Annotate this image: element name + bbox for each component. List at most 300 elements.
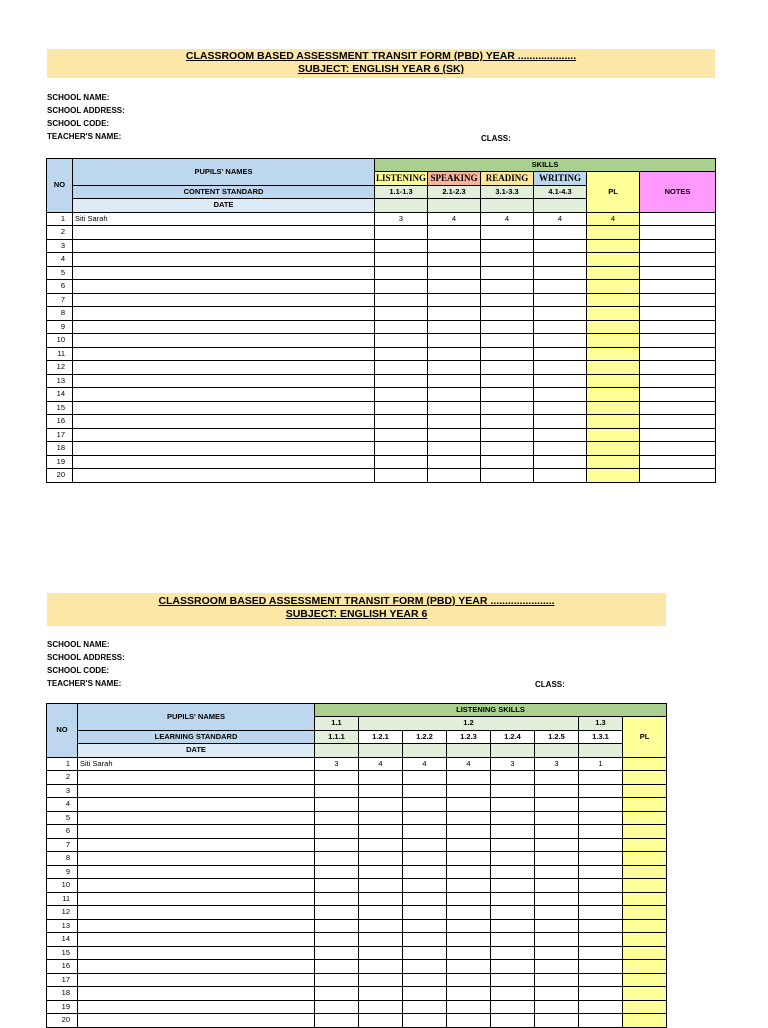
score-cell[interactable] (375, 374, 428, 388)
score-cell[interactable] (579, 892, 623, 906)
pupil-name-cell[interactable] (73, 280, 375, 294)
score-cell[interactable] (491, 1000, 535, 1014)
score-cell[interactable] (428, 347, 481, 361)
score-cell[interactable] (579, 811, 623, 825)
pl-cell[interactable] (623, 892, 667, 906)
pupil-name-cell[interactable] (78, 1014, 315, 1028)
score-cell[interactable] (535, 798, 579, 812)
score-cell[interactable]: 4 (403, 757, 447, 771)
score-cell[interactable] (375, 334, 428, 348)
score-cell[interactable] (447, 852, 491, 866)
date-cell[interactable] (447, 744, 491, 758)
score-cell[interactable] (375, 320, 428, 334)
pl-cell[interactable] (587, 401, 640, 415)
score-cell[interactable] (579, 879, 623, 893)
score-cell[interactable] (428, 442, 481, 456)
score-cell[interactable] (579, 852, 623, 866)
pl-cell[interactable] (623, 1000, 667, 1014)
score-cell[interactable]: 1 (579, 757, 623, 771)
score-cell[interactable] (535, 892, 579, 906)
score-cell[interactable] (447, 892, 491, 906)
score-cell[interactable] (491, 987, 535, 1001)
score-cell[interactable] (315, 906, 359, 920)
score-cell[interactable] (481, 307, 534, 321)
score-cell[interactable] (375, 428, 428, 442)
notes-cell[interactable] (640, 374, 716, 388)
score-cell[interactable] (491, 865, 535, 879)
score-cell[interactable] (579, 946, 623, 960)
date-cell[interactable] (481, 199, 534, 213)
score-cell[interactable] (375, 455, 428, 469)
pl-cell[interactable] (623, 933, 667, 947)
score-cell[interactable] (315, 838, 359, 852)
score-cell[interactable] (535, 919, 579, 933)
score-cell[interactable] (359, 960, 403, 974)
pupil-name-cell[interactable] (73, 266, 375, 280)
score-cell[interactable] (428, 320, 481, 334)
score-cell[interactable] (534, 374, 587, 388)
score-cell[interactable] (491, 838, 535, 852)
score-cell[interactable] (447, 798, 491, 812)
score-cell[interactable] (375, 253, 428, 267)
pupil-name-cell[interactable] (73, 401, 375, 415)
score-cell[interactable] (447, 811, 491, 825)
score-cell[interactable] (447, 838, 491, 852)
score-cell[interactable] (403, 798, 447, 812)
score-cell[interactable] (359, 811, 403, 825)
score-cell[interactable] (403, 1000, 447, 1014)
pupil-name-cell[interactable] (73, 469, 375, 483)
pl-cell[interactable] (587, 374, 640, 388)
score-cell[interactable] (491, 933, 535, 947)
score-cell[interactable] (534, 415, 587, 429)
score-cell[interactable]: 4 (428, 212, 481, 226)
score-cell[interactable] (447, 1000, 491, 1014)
score-cell[interactable]: 4 (359, 757, 403, 771)
score-cell[interactable] (315, 852, 359, 866)
date-cell[interactable] (315, 744, 359, 758)
pl-cell[interactable] (623, 973, 667, 987)
score-cell[interactable] (447, 1014, 491, 1028)
notes-cell[interactable] (640, 266, 716, 280)
score-cell[interactable] (535, 987, 579, 1001)
score-cell[interactable] (535, 879, 579, 893)
score-cell[interactable] (428, 388, 481, 402)
score-cell[interactable] (315, 1014, 359, 1028)
pl-cell[interactable] (623, 784, 667, 798)
score-cell[interactable] (403, 973, 447, 987)
score-cell[interactable] (447, 933, 491, 947)
score-cell[interactable] (579, 973, 623, 987)
notes-cell[interactable] (640, 401, 716, 415)
pupil-name-cell[interactable] (78, 892, 315, 906)
score-cell[interactable] (403, 946, 447, 960)
score-cell[interactable] (481, 226, 534, 240)
pl-cell[interactable] (623, 919, 667, 933)
score-cell[interactable] (579, 987, 623, 1001)
score-cell[interactable] (534, 401, 587, 415)
score-cell[interactable] (447, 771, 491, 785)
score-cell[interactable] (447, 865, 491, 879)
pl-cell[interactable] (623, 987, 667, 1001)
pupil-name-cell[interactable] (73, 388, 375, 402)
score-cell[interactable] (535, 1014, 579, 1028)
score-cell[interactable]: 4 (534, 212, 587, 226)
score-cell[interactable] (481, 455, 534, 469)
score-cell[interactable] (428, 401, 481, 415)
score-cell[interactable] (359, 771, 403, 785)
pl-cell[interactable] (623, 1014, 667, 1028)
notes-cell[interactable] (640, 334, 716, 348)
score-cell[interactable] (315, 879, 359, 893)
score-cell[interactable]: 4 (447, 757, 491, 771)
notes-cell[interactable] (640, 307, 716, 321)
pupil-name-cell[interactable] (73, 239, 375, 253)
score-cell[interactable] (481, 239, 534, 253)
score-cell[interactable] (315, 865, 359, 879)
score-cell[interactable] (447, 946, 491, 960)
score-cell[interactable] (359, 852, 403, 866)
score-cell[interactable] (535, 852, 579, 866)
score-cell[interactable] (375, 280, 428, 294)
score-cell[interactable] (481, 334, 534, 348)
score-cell[interactable] (375, 239, 428, 253)
notes-cell[interactable] (640, 415, 716, 429)
score-cell[interactable] (447, 960, 491, 974)
score-cell[interactable] (375, 401, 428, 415)
pl-cell[interactable] (623, 960, 667, 974)
notes-cell[interactable] (640, 455, 716, 469)
score-cell[interactable] (481, 442, 534, 456)
pupil-name-cell[interactable] (78, 852, 315, 866)
notes-cell[interactable] (640, 428, 716, 442)
date-cell[interactable] (491, 744, 535, 758)
score-cell[interactable] (491, 784, 535, 798)
score-cell[interactable]: 3 (375, 212, 428, 226)
score-cell[interactable] (491, 973, 535, 987)
pl-cell[interactable] (587, 469, 640, 483)
pl-cell[interactable] (587, 428, 640, 442)
score-cell[interactable] (375, 307, 428, 321)
score-cell[interactable] (447, 825, 491, 839)
score-cell[interactable] (359, 838, 403, 852)
score-cell[interactable] (491, 892, 535, 906)
score-cell[interactable] (359, 973, 403, 987)
score-cell[interactable] (481, 469, 534, 483)
score-cell[interactable] (428, 280, 481, 294)
score-cell[interactable]: 3 (315, 757, 359, 771)
score-cell[interactable] (403, 906, 447, 920)
score-cell[interactable] (481, 320, 534, 334)
notes-cell[interactable] (640, 212, 716, 226)
score-cell[interactable] (579, 865, 623, 879)
pl-cell[interactable] (587, 239, 640, 253)
pupil-name-cell[interactable] (78, 825, 315, 839)
score-cell[interactable] (315, 798, 359, 812)
pupil-name-cell[interactable] (73, 361, 375, 375)
pupil-name-cell[interactable] (73, 442, 375, 456)
date-cell[interactable] (403, 744, 447, 758)
score-cell[interactable] (534, 253, 587, 267)
pupil-name-cell[interactable] (73, 374, 375, 388)
score-cell[interactable]: 3 (535, 757, 579, 771)
score-cell[interactable] (579, 838, 623, 852)
score-cell[interactable] (359, 933, 403, 947)
notes-cell[interactable] (640, 293, 716, 307)
pupil-name-cell[interactable] (78, 838, 315, 852)
pupil-name-cell[interactable] (78, 933, 315, 947)
score-cell[interactable] (428, 253, 481, 267)
date-cell[interactable] (428, 199, 481, 213)
score-cell[interactable] (579, 798, 623, 812)
score-cell[interactable] (534, 442, 587, 456)
score-cell[interactable] (315, 825, 359, 839)
score-cell[interactable]: 3 (491, 757, 535, 771)
notes-cell[interactable] (640, 347, 716, 361)
score-cell[interactable] (375, 469, 428, 483)
score-cell[interactable] (534, 320, 587, 334)
score-cell[interactable] (535, 960, 579, 974)
pupil-name-cell[interactable] (78, 879, 315, 893)
score-cell[interactable] (481, 347, 534, 361)
score-cell[interactable] (315, 987, 359, 1001)
score-cell[interactable] (428, 334, 481, 348)
score-cell[interactable] (491, 919, 535, 933)
score-cell[interactable] (428, 361, 481, 375)
pl-cell[interactable] (623, 771, 667, 785)
score-cell[interactable] (447, 784, 491, 798)
score-cell[interactable] (375, 226, 428, 240)
date-cell[interactable] (579, 744, 623, 758)
score-cell[interactable] (579, 1014, 623, 1028)
score-cell[interactable] (481, 428, 534, 442)
score-cell[interactable] (491, 825, 535, 839)
score-cell[interactable] (535, 784, 579, 798)
score-cell[interactable] (535, 973, 579, 987)
score-cell[interactable] (403, 811, 447, 825)
pupil-name-cell[interactable] (73, 253, 375, 267)
notes-cell[interactable] (640, 226, 716, 240)
pupil-name-cell[interactable] (73, 428, 375, 442)
pl-cell[interactable] (587, 442, 640, 456)
score-cell[interactable] (534, 334, 587, 348)
date-cell[interactable] (534, 199, 587, 213)
score-cell[interactable] (447, 987, 491, 1001)
score-cell[interactable] (403, 825, 447, 839)
score-cell[interactable] (359, 1000, 403, 1014)
score-cell[interactable] (535, 771, 579, 785)
pl-cell[interactable] (587, 307, 640, 321)
score-cell[interactable] (315, 960, 359, 974)
score-cell[interactable] (579, 825, 623, 839)
pl-cell[interactable] (623, 946, 667, 960)
pl-cell[interactable] (623, 825, 667, 839)
pl-cell[interactable] (587, 334, 640, 348)
pl-cell[interactable] (587, 455, 640, 469)
pupil-name-cell[interactable] (78, 973, 315, 987)
score-cell[interactable] (403, 771, 447, 785)
score-cell[interactable] (403, 879, 447, 893)
pupil-name-cell[interactable] (78, 919, 315, 933)
score-cell[interactable] (403, 987, 447, 1001)
score-cell[interactable] (403, 892, 447, 906)
score-cell[interactable] (359, 784, 403, 798)
pl-cell[interactable] (623, 906, 667, 920)
score-cell[interactable] (375, 361, 428, 375)
notes-cell[interactable] (640, 469, 716, 483)
pupil-name-cell[interactable] (73, 226, 375, 240)
score-cell[interactable] (491, 960, 535, 974)
score-cell[interactable] (481, 388, 534, 402)
pl-cell[interactable] (587, 293, 640, 307)
date-cell[interactable] (535, 744, 579, 758)
score-cell[interactable] (534, 307, 587, 321)
score-cell[interactable] (579, 906, 623, 920)
score-cell[interactable] (359, 906, 403, 920)
score-cell[interactable] (534, 388, 587, 402)
score-cell[interactable] (359, 946, 403, 960)
score-cell[interactable] (534, 293, 587, 307)
pl-cell[interactable] (587, 253, 640, 267)
pl-cell[interactable] (587, 388, 640, 402)
score-cell[interactable] (359, 865, 403, 879)
score-cell[interactable] (534, 428, 587, 442)
notes-cell[interactable] (640, 388, 716, 402)
score-cell[interactable] (481, 361, 534, 375)
pl-cell[interactable] (623, 838, 667, 852)
pupil-name-cell[interactable]: Siti Sarah (78, 757, 315, 771)
date-cell[interactable] (375, 199, 428, 213)
score-cell[interactable] (315, 933, 359, 947)
score-cell[interactable] (428, 415, 481, 429)
pupil-name-cell[interactable] (78, 784, 315, 798)
score-cell[interactable] (428, 266, 481, 280)
score-cell[interactable] (403, 919, 447, 933)
score-cell[interactable] (359, 892, 403, 906)
score-cell[interactable] (534, 280, 587, 294)
pl-cell[interactable] (587, 320, 640, 334)
pl-cell[interactable] (623, 865, 667, 879)
pl-cell[interactable] (623, 811, 667, 825)
pl-cell[interactable] (623, 852, 667, 866)
pupil-name-cell[interactable] (78, 987, 315, 1001)
score-cell[interactable] (534, 239, 587, 253)
pupil-name-cell[interactable] (78, 960, 315, 974)
pupil-name-cell[interactable] (78, 946, 315, 960)
score-cell[interactable] (534, 469, 587, 483)
score-cell[interactable] (428, 455, 481, 469)
score-cell[interactable] (428, 293, 481, 307)
score-cell[interactable] (315, 946, 359, 960)
score-cell[interactable] (359, 825, 403, 839)
score-cell[interactable] (447, 879, 491, 893)
score-cell[interactable] (491, 771, 535, 785)
score-cell[interactable] (481, 266, 534, 280)
pupil-name-cell[interactable] (73, 455, 375, 469)
score-cell[interactable] (447, 919, 491, 933)
pl-cell[interactable] (587, 415, 640, 429)
score-cell[interactable] (403, 784, 447, 798)
pupil-name-cell[interactable] (73, 320, 375, 334)
score-cell[interactable] (315, 973, 359, 987)
pupil-name-cell[interactable] (78, 811, 315, 825)
score-cell[interactable] (375, 388, 428, 402)
score-cell[interactable] (359, 919, 403, 933)
notes-cell[interactable] (640, 239, 716, 253)
score-cell[interactable] (579, 919, 623, 933)
score-cell[interactable] (491, 906, 535, 920)
score-cell[interactable] (535, 838, 579, 852)
score-cell[interactable] (315, 1000, 359, 1014)
score-cell[interactable] (428, 428, 481, 442)
score-cell[interactable] (359, 1014, 403, 1028)
score-cell[interactable] (481, 280, 534, 294)
score-cell[interactable] (534, 226, 587, 240)
pl-cell[interactable] (587, 361, 640, 375)
pupil-name-cell[interactable] (78, 1000, 315, 1014)
score-cell[interactable] (375, 442, 428, 456)
score-cell[interactable] (579, 960, 623, 974)
notes-cell[interactable] (640, 442, 716, 456)
score-cell[interactable] (428, 469, 481, 483)
pl-cell[interactable] (587, 347, 640, 361)
score-cell[interactable] (375, 347, 428, 361)
score-cell[interactable] (535, 1000, 579, 1014)
pl-cell[interactable]: 4 (587, 212, 640, 226)
pupil-name-cell[interactable] (78, 906, 315, 920)
pupil-name-cell[interactable]: Siti Sarah (73, 212, 375, 226)
pl-cell[interactable] (587, 266, 640, 280)
score-cell[interactable] (534, 266, 587, 280)
notes-cell[interactable] (640, 361, 716, 375)
score-cell[interactable] (375, 293, 428, 307)
score-cell[interactable] (481, 253, 534, 267)
score-cell[interactable] (428, 226, 481, 240)
score-cell[interactable] (535, 946, 579, 960)
score-cell[interactable] (428, 374, 481, 388)
pupil-name-cell[interactable] (73, 415, 375, 429)
pupil-name-cell[interactable] (78, 865, 315, 879)
score-cell[interactable] (535, 811, 579, 825)
score-cell[interactable] (375, 266, 428, 280)
score-cell[interactable] (315, 771, 359, 785)
score-cell[interactable] (491, 946, 535, 960)
pl-cell[interactable] (623, 798, 667, 812)
score-cell[interactable] (579, 784, 623, 798)
score-cell[interactable]: 4 (481, 212, 534, 226)
score-cell[interactable] (491, 798, 535, 812)
score-cell[interactable] (491, 852, 535, 866)
pl-cell[interactable] (587, 226, 640, 240)
pl-cell[interactable] (623, 757, 667, 771)
notes-cell[interactable] (640, 253, 716, 267)
score-cell[interactable] (579, 771, 623, 785)
score-cell[interactable] (481, 401, 534, 415)
score-cell[interactable] (315, 919, 359, 933)
pupil-name-cell[interactable] (78, 798, 315, 812)
score-cell[interactable] (535, 865, 579, 879)
score-cell[interactable] (447, 973, 491, 987)
score-cell[interactable] (535, 933, 579, 947)
score-cell[interactable] (534, 347, 587, 361)
score-cell[interactable] (535, 825, 579, 839)
score-cell[interactable] (534, 361, 587, 375)
pupil-name-cell[interactable] (73, 334, 375, 348)
pupil-name-cell[interactable] (73, 293, 375, 307)
score-cell[interactable] (403, 960, 447, 974)
pl-cell[interactable] (587, 280, 640, 294)
score-cell[interactable] (491, 879, 535, 893)
